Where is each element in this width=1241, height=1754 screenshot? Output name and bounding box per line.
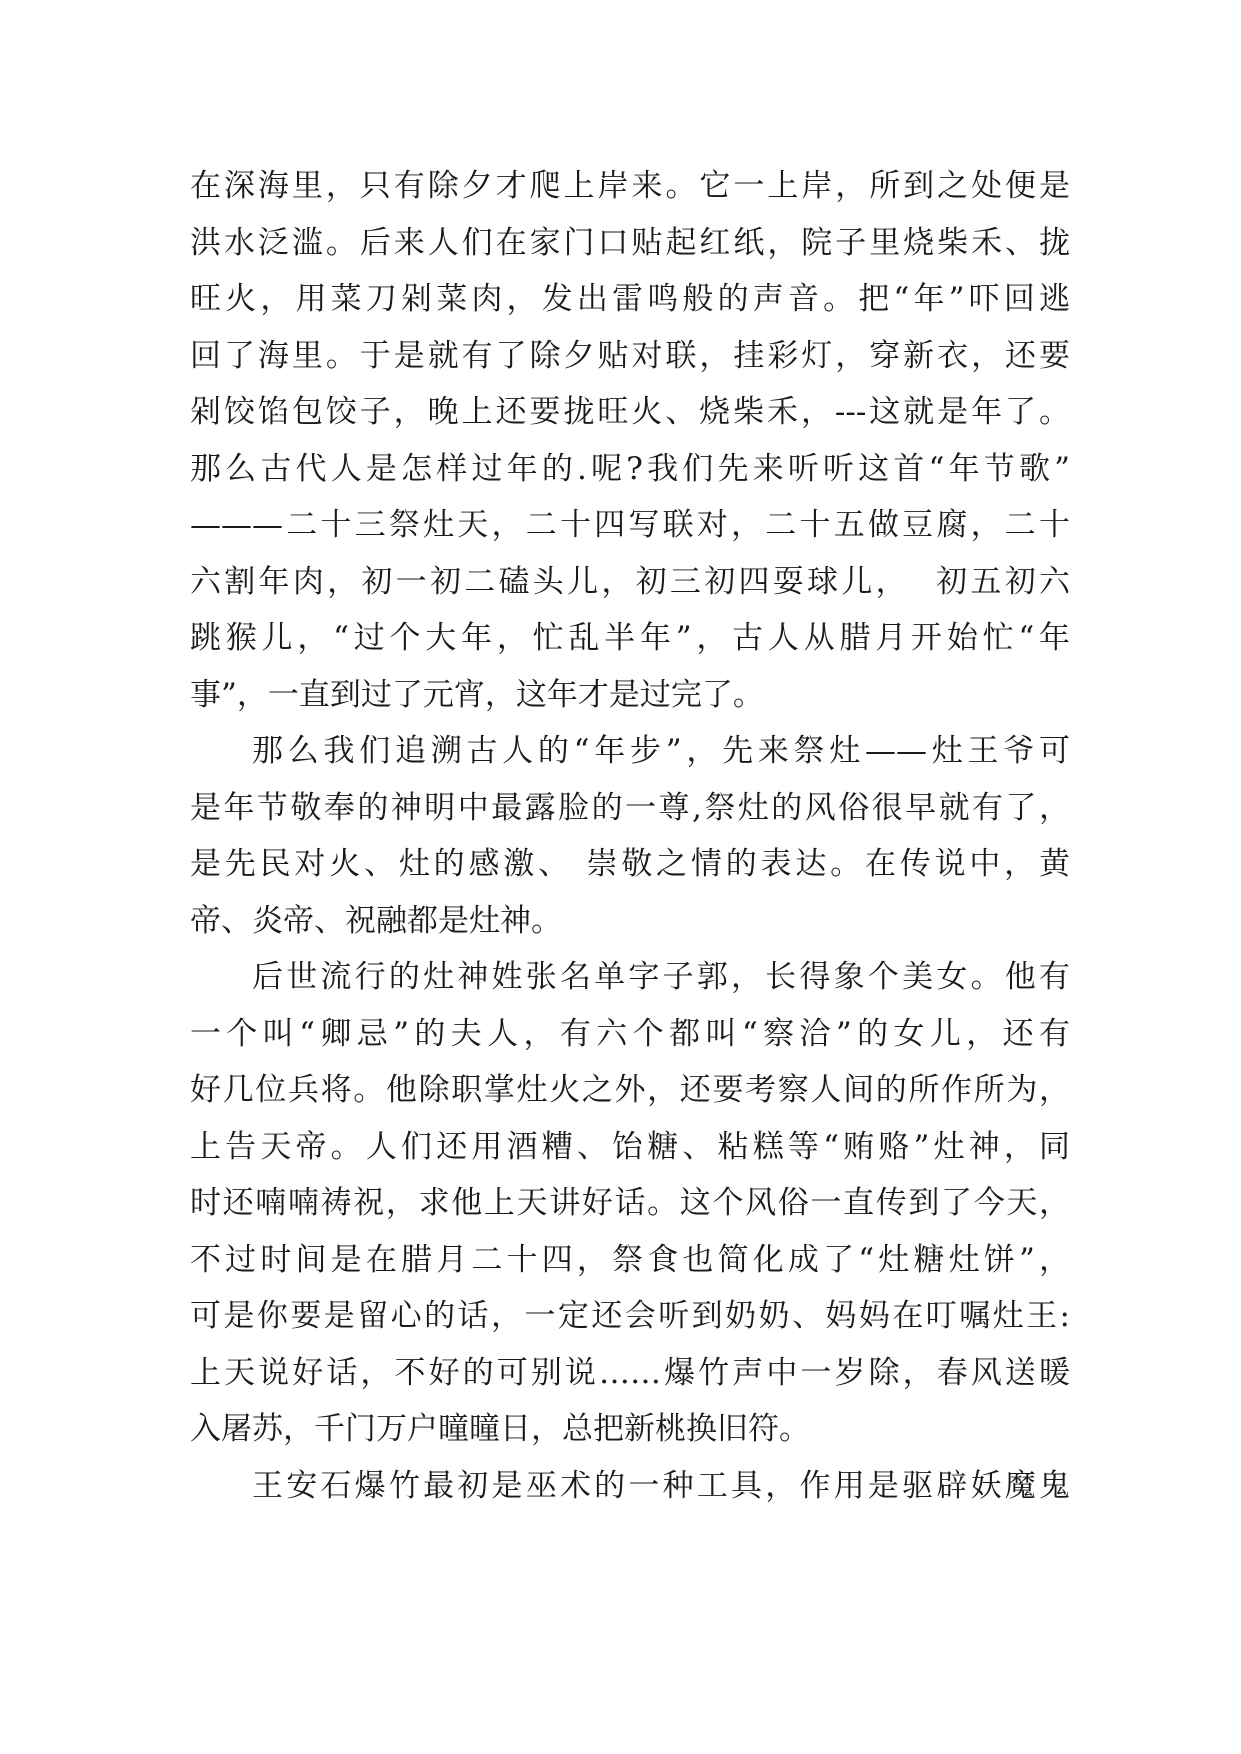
text-line: 旺火，用菜刀剁菜肉，发出雷鸣般的声音。把“年”吓回逃: [190, 281, 1070, 317]
text-line: 上告天帝。人们还用酒糟、饴糖、粘糕等“贿赂”灶神，同: [190, 1128, 1070, 1165]
text-line: 六割年肉，初一初二磕头儿，初三初四耍球儿， 初五初六: [190, 563, 1070, 600]
text-line: 回了海里。于是就有了除夕贴对联，挂彩灯，穿新衣，还要: [190, 337, 1070, 374]
text-line: 在深海里，只有除夕才爬上岸来。它一上岸，所到之处便是: [190, 168, 1070, 204]
text-line: 王安石爆竹最初是巫术的一种工具，作用是驱辟妖魔鬼: [252, 1467, 1070, 1504]
text-line: 那么古代人是怎样过年的.呢?我们先来听听这首“年节歌”: [190, 450, 1070, 487]
text-line: 后世流行的灶神姓张名单字子郭，长得象个美女。他有: [252, 959, 1070, 995]
text-line: 时还喃喃祷祝，求他上天讲好话。这个风俗一直传到了今天，: [190, 1185, 1070, 1221]
text-line: 不过时间是在腊月二十四，祭食也简化成了“灶糖灶饼”，: [190, 1241, 1070, 1278]
text-line: 是先民对火、灶的感激、 崇敬之情的表达。在传说中，黄: [190, 846, 1070, 882]
text-line: 剁饺馅包饺子，晚上还要拢旺火、烧柴禾，---这就是年了。: [190, 394, 1070, 430]
text-line: ———二十三祭灶天，二十四写联对，二十五做豆腐，二十: [190, 507, 1070, 543]
text-line: 跳猴儿，“过个大年，忙乱半年”，古人从腊月开始忙“年: [190, 620, 1070, 656]
text-line: 那么我们追溯古人的“年步”，先来祭灶——灶王爷可: [252, 733, 1070, 769]
text-line: 事”，一直到过了元宵，这年才是过完了。: [190, 676, 764, 713]
text-line: 入屠苏，千门万户曈曈日，总把新桃换旧符。: [190, 1411, 810, 1447]
text-line: 洪水泛滥。后来人们在家门口贴起红纸，院子里烧柴禾、拢: [190, 224, 1070, 261]
text-line: 可是你要是留心的话，一定还会听到奶奶、妈妈在叮嘱灶王:: [190, 1298, 1070, 1334]
text-line: 上天说好话，不好的可别说……爆竹声中一岁除，春风送暖: [190, 1354, 1070, 1391]
text-line: 帝、炎帝、祝融都是灶神。: [190, 902, 562, 939]
text-line: 一个叫“卿忌”的夫人，有六个都叫“察洽”的女儿，还有: [190, 1015, 1070, 1052]
body-text: [190, 158, 1070, 1514]
text-line: 好几位兵将。他除职掌灶火之外，还要考察人间的所作所为，: [190, 1072, 1070, 1108]
text-line: 是年节敬奉的神明中最露脸的一尊,祭灶的风俗很早就有了，: [190, 789, 1070, 826]
